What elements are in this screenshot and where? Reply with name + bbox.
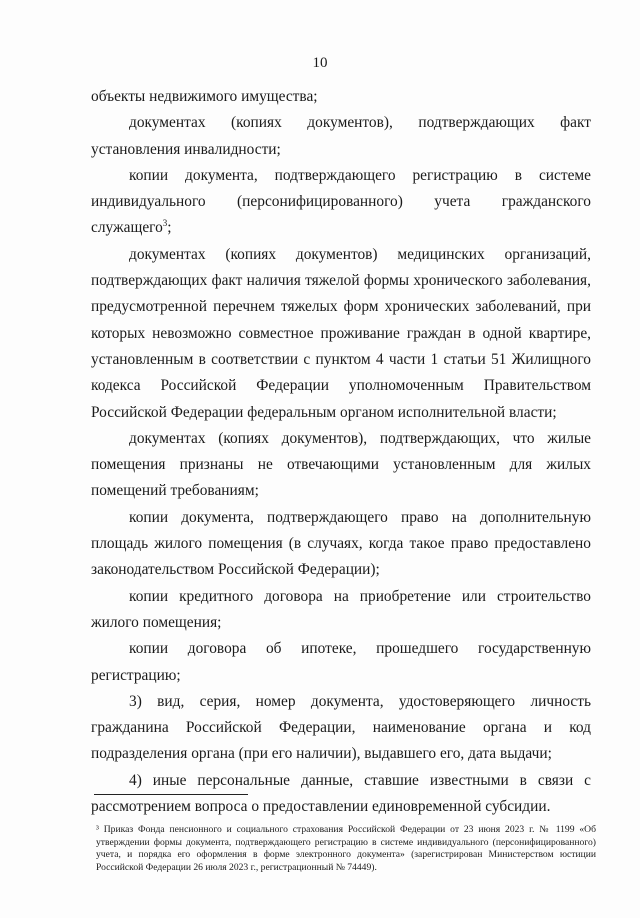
footnote: ³ Приказ Фонда пенсионного и социального страхования Российской Федерации от 23 июня 2023 г. № 1199 «Об утверждении формы документа, подтверждающего регистрацию в системе индивидуального (персонифицированного) учета, и порядка его оформления в форме электронного документа» (зарегистрирован Министерством юстиции Российской Федерации 26 июля 2023 г., регистрационный № 74449). (96, 824, 596, 873)
document-body (91, 84, 591, 820)
paragraph-3 (91, 163, 591, 242)
paragraph-1: объекты недвижимого имущества; (91, 88, 318, 105)
paragraph-10: 4) иные персональные данные, ставшие известными в связи с рассмотрением вопроса о предоставлении единовременной субсидии. (91, 771, 591, 816)
paragraph-3-end: ; (167, 219, 172, 237)
footnote-separator (94, 794, 248, 795)
paragraph-7: копии кредитного договора на приобретение или строительство жилого помещения; (91, 587, 591, 631)
page-number: 10 (312, 55, 328, 71)
paragraph-4: документах (копиях документов) медицинских организаций, подтверждающих факт наличия тяжелой формы хронического заболевания, предусмотренной перечнем тяжелых форм хронических заболеваний, при которых невозможно совместное проживание граждан в одной квартире, установленным в соответствии с пунктом 4 части 1 статьи 51 Жилищного кодекса Российской Федерации уполномоченным Правительством Российской Федерации федеральным органом исполнительной власти; (91, 245, 591, 421)
paragraph-2: документах (копиях документов), подтверждающих факт установления инвалидности; (91, 114, 591, 158)
paragraph-5: документах (копиях документов), подтверждающих, что жилые помещения признаны не отвечающими установленным для жилых помещений требованиям; (91, 429, 591, 500)
footnote-reference: 3 (162, 218, 168, 229)
paragraph-8: копии договора об ипотеке, прошедшего государственную регистрацию; (91, 640, 591, 684)
paragraph-3-text: копии документа, подтверждающего регистрацию в системе индивидуального (персонифицированного) учета гражданского служащего (91, 166, 591, 237)
paragraph-6: копии документа, подтверждающего право на дополнительную площадь жилого помещения (в случаях, когда такое право предоставлено законодательством Российской Федерации); (91, 508, 591, 579)
paragraph-9: 3) вид, серия, номер документа, удостоверяющего личность гражданина Российской Федерации, наименование органа и код подразделения органа (при его наличии), выдавшего его, дата выдачи; (91, 692, 591, 763)
